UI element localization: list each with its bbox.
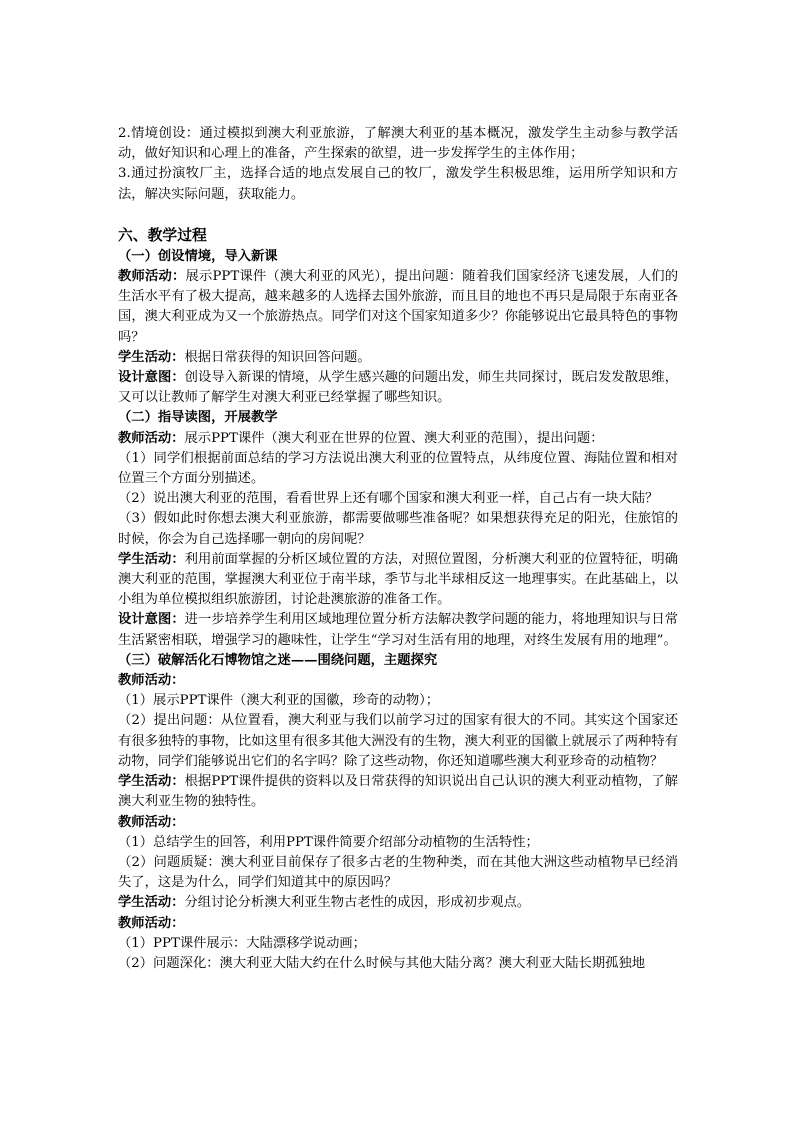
intro-paragraph-3: 3.通过扮演牧厂主，选择合适的地点发展自己的牧厂，激发学生积极思维，运用所学知识和方法，解决实际问题，获取能力。 bbox=[118, 166, 678, 202]
part1-design-intent bbox=[118, 368, 678, 408]
teacher-activity-text: 展示PPT课件（澳大利亚的风光），提出问题：随着我们国家经济飞速发展，人们的生活水平有了极大提高，越来越多的人选择去国外旅游，而且目的地也不再只是局限于东南亚各国，澳大利亚成为又一个旅游热点。同学们对这个国家知道多少？你能够说出它最具特色的事物吗？ bbox=[118, 269, 678, 345]
design-intent-label: 设计意图： bbox=[118, 612, 185, 628]
student-activity-text: 分组讨论分析澳大利亚生物古老性的成因，形成初步观点。 bbox=[184, 895, 531, 911]
part2-design-intent bbox=[118, 610, 678, 650]
student-activity-label: 学生活动： bbox=[118, 774, 185, 790]
part3-teacher-item-4: （2）问题质疑：澳大利亚目前保存了很多古老的生物种类，而在其他大洲这些动植物早已经消失了，这是为什么，同学们知道其中的原因吗？ bbox=[118, 854, 678, 891]
student-activity-text: 根据日常获得的知识回答问题。 bbox=[184, 349, 371, 365]
part2-title: （二）指导读图，开展教学 bbox=[118, 410, 278, 426]
intro-paragraph-2: 2.情境创设：通过模拟到澳大利亚旅游，了解澳大利亚的基本概况，激发学生主动参与教学活动，做好知识和心理上的准备，产生探索的欲望，进一步发挥学生的主体作用； bbox=[118, 126, 678, 162]
design-intent-text: 创设导入新课的情境，从学生感兴趣的问题出发，师生共同探讨，既启发发散思维，又可以让教师了解学生对澳大利亚已经掌握了哪些知识。 bbox=[118, 370, 678, 406]
part3-teacher-item-6: （2）问题深化：澳大利亚大陆大约在什么时候与其他大陆分离？澳大利亚大陆长期孤独地 bbox=[118, 955, 646, 971]
student-activity-label: 学生活动： bbox=[118, 349, 185, 365]
document-page bbox=[118, 124, 678, 974]
student-activity-text: 利用前面掌握的分析区域位置的方法，对照位置图，分析澳大利亚的位置特征，明确澳大利亚的范围，掌握澳大利亚位于南半球，季节与北半球相反这一地理事实。在此基础上，以小组为单位模拟组织旅游团，讨论赴澳旅游的准备工作。 bbox=[118, 551, 678, 608]
spacer bbox=[118, 205, 678, 225]
part3-title: （三）破解活化石博物馆之迷——围绕问题，主题探究 bbox=[118, 652, 438, 668]
teacher-activity-label: 教师活动： bbox=[118, 269, 186, 285]
teacher-activity-label: 教师活动： bbox=[118, 430, 185, 446]
part2-question-1: （1）同学们根据前面总结的学习方法说出澳大利亚的位置特点，从纬度位置、海陆位置和相对位置三个方面分别描述。 bbox=[118, 450, 678, 487]
design-intent-text: 进一步培养学生利用区域地理位置分析方法解决教学问题的能力，将地理知识与日常生活紧密相联，增强学习的趣味性，让学生“学习对生活有用的地理，对终生发展有用的地理”。 bbox=[118, 612, 678, 648]
part3-teacher-item-3: （1）总结学生的回答，利用PPT课件简要介绍部分动植物的生活特性； bbox=[118, 834, 539, 850]
part3-teacher-activity-label-2: 教师活动： bbox=[118, 814, 185, 830]
part3-teacher-activity-label-1: 教师活动： bbox=[118, 673, 185, 689]
section-title: 六、教学过程 bbox=[118, 226, 207, 244]
part1-title: （一）创设情境，导入新课 bbox=[118, 248, 278, 264]
part1-teacher-activity bbox=[118, 267, 678, 348]
design-intent-label: 设计意图： bbox=[118, 370, 185, 386]
part2-student-activity bbox=[118, 550, 678, 611]
part3-teacher-item-1: （1）展示PPT课件（澳大利亚的国徽，珍奇的动物）； bbox=[118, 693, 440, 709]
part1-student-activity bbox=[118, 348, 678, 368]
part2-question-2: （2）说出澳大利亚的范围，看看世界上还有哪个国家和澳大利亚一样，自己占有一块大陆？ bbox=[118, 491, 659, 507]
student-activity-label: 学生活动： bbox=[118, 551, 185, 567]
teacher-activity-text: 展示PPT课件（澳大利亚在世界的位置、澳大利亚的范围），提出问题： bbox=[184, 430, 604, 446]
part2-teacher-activity bbox=[118, 429, 678, 449]
student-activity-label: 学生活动： bbox=[118, 895, 185, 911]
part3-teacher-item-2: （2）提出问题：从位置看，澳大利亚与我们以前学习过的国家有很大的不同。其实这个国家还有很多独特的事物，比如这里有很多其他大洲没有的生物，澳大利亚的国徽上就展示了两种特有动物，同学们能够说出它们的名字吗？除了这些动物，你还知道哪些澳大利亚珍奇的动植物？ bbox=[118, 713, 678, 769]
part3-student-activity-2 bbox=[118, 893, 678, 913]
part3-teacher-activity-label-3: 教师活动： bbox=[118, 915, 185, 931]
part3-student-activity-1 bbox=[118, 772, 678, 812]
part3-teacher-item-5: （1）PPT课件展示：大陆漂移学说动画； bbox=[118, 935, 366, 951]
part2-question-3: （3）假如此时你想去澳大利亚旅游，都需要做哪些准备呢？如果想获得充足的阳光，住旅馆的时候，你会为自己选择哪一朝向的房间呢？ bbox=[118, 511, 678, 547]
student-activity-text: 根据PPT课件提供的资料以及日常获得的知识说出自己认识的澳大利亚动植物，了解澳大利亚生物的独特性。 bbox=[118, 774, 678, 810]
